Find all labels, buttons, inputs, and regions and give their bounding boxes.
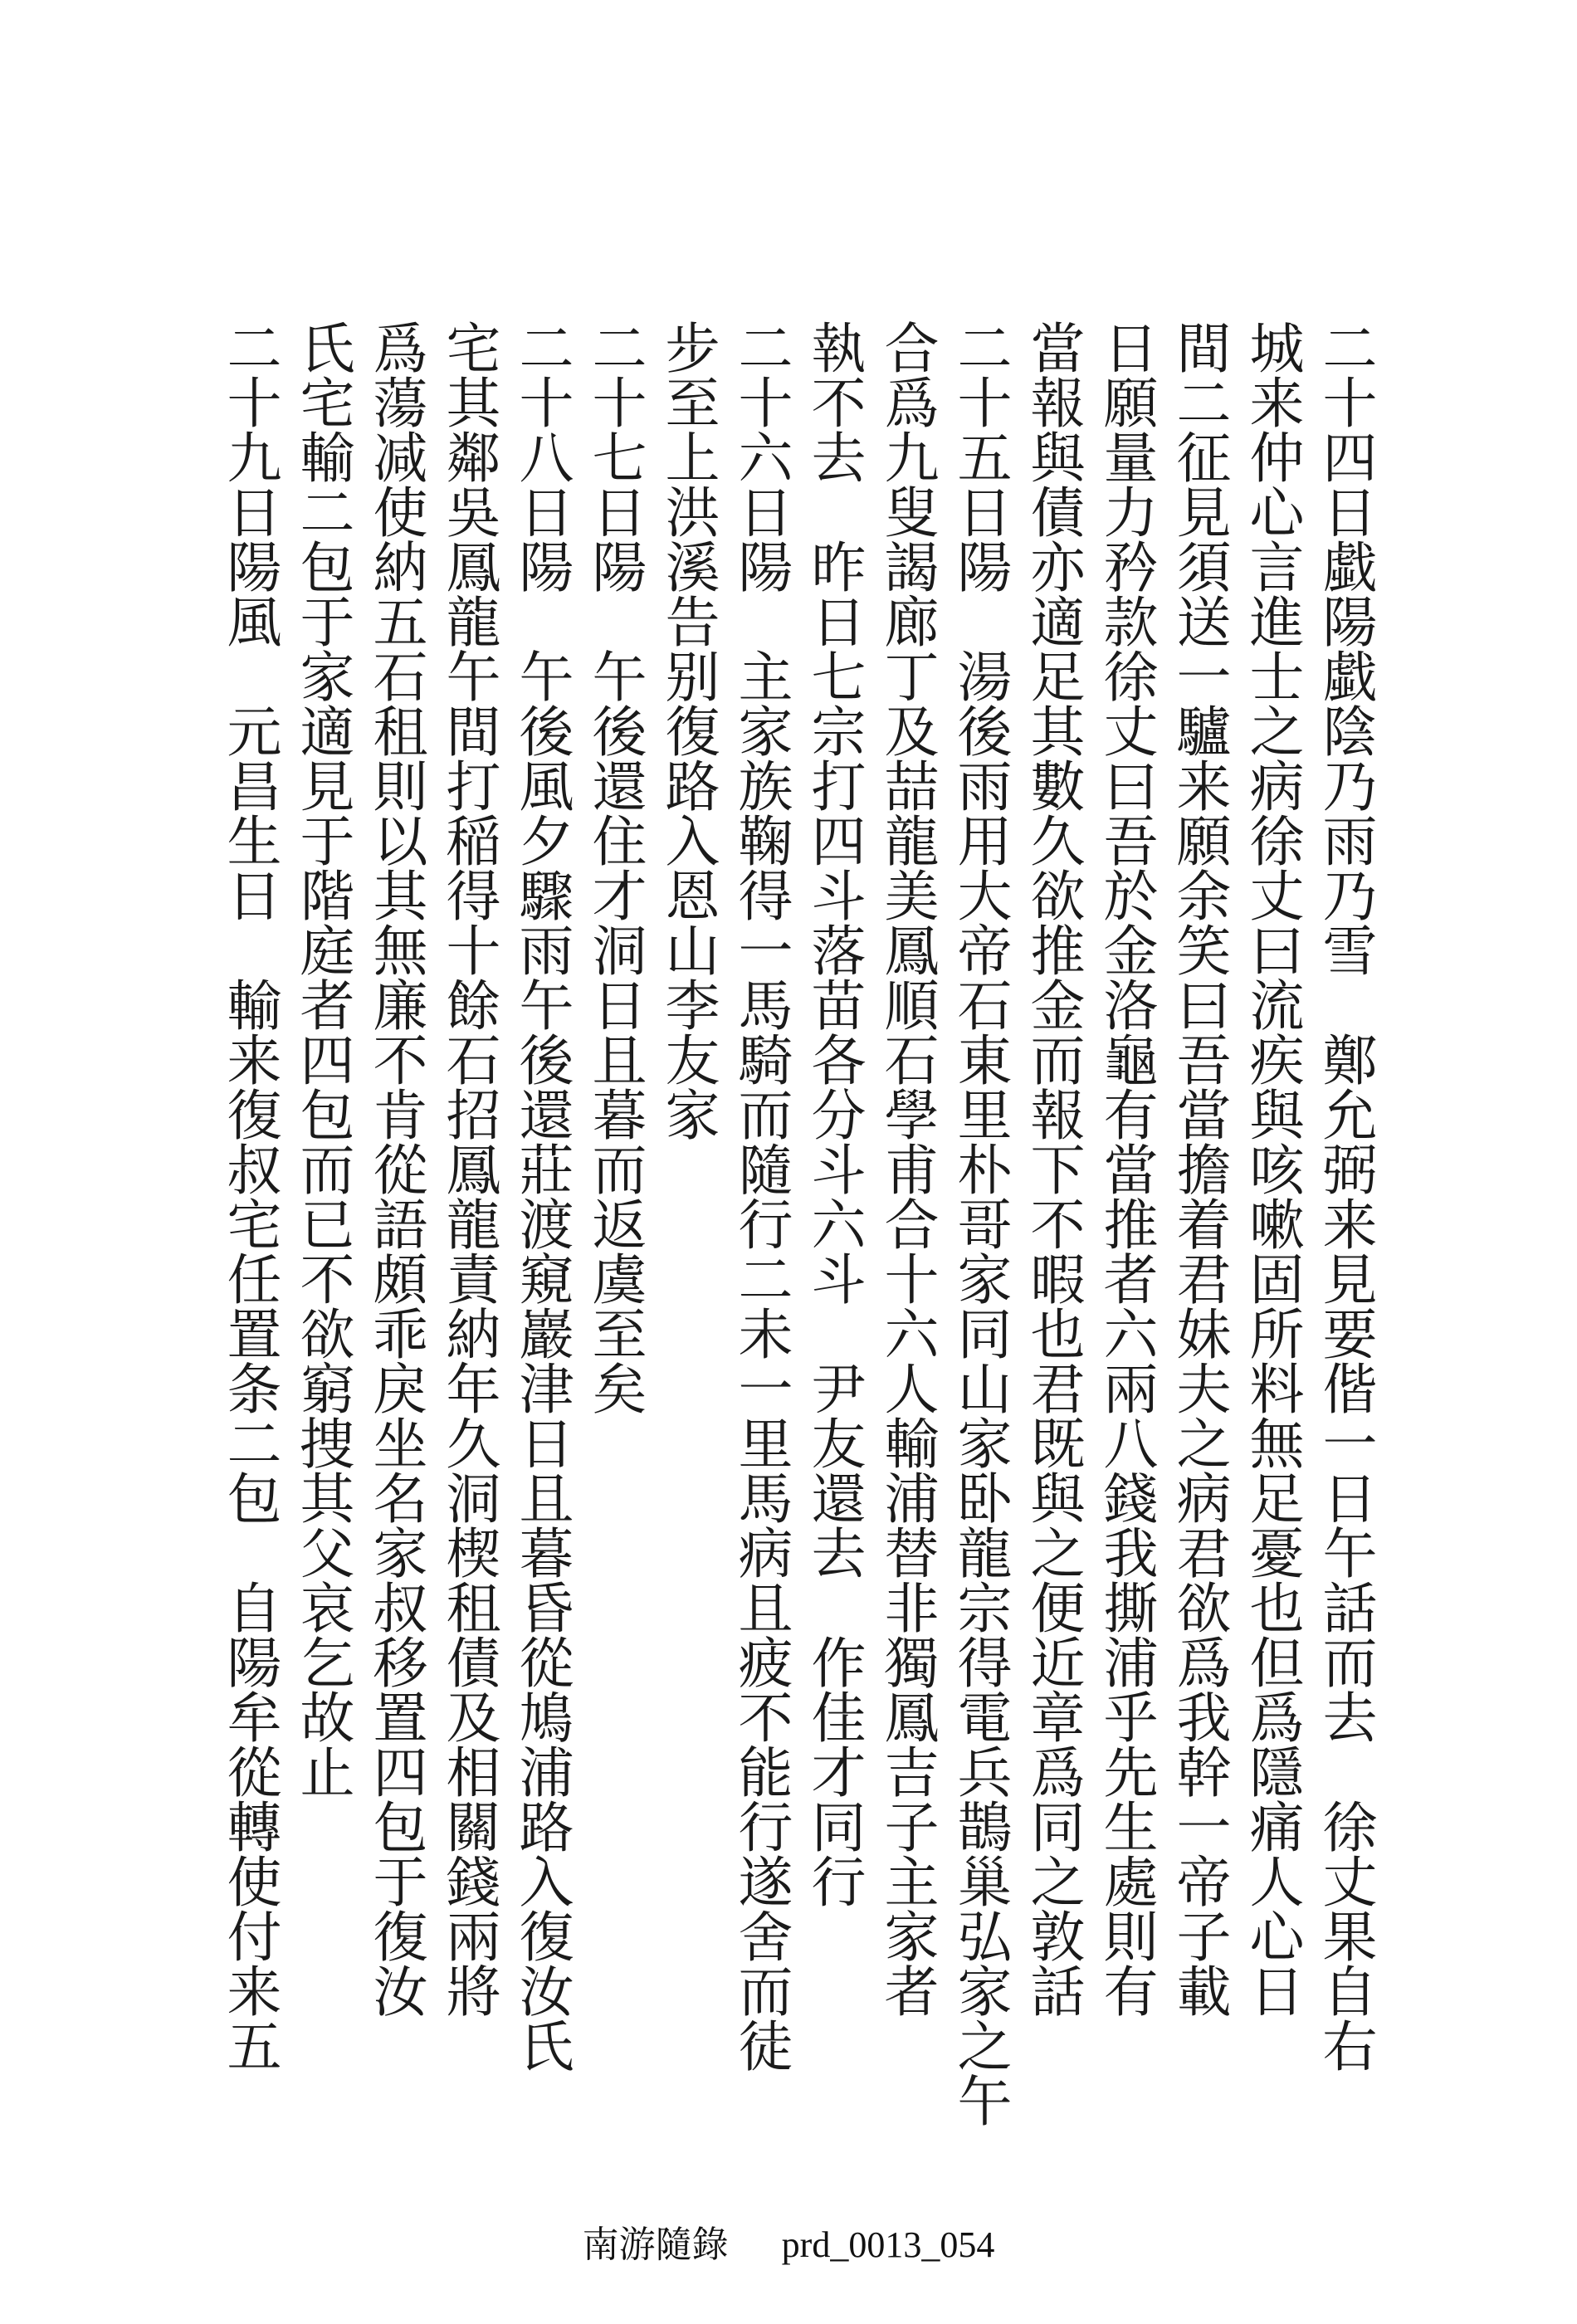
footer-code: prd_0013_054 (781, 2224, 995, 2265)
text-column-7: 合爲九叟謁廊丁及喆龍美鳳順石學甫合十六人輸浦替非獨鳳吉子主家者 (875, 320, 939, 2018)
text-column-16: 二十九日陽風 元昌生日 輸来復叔宅任置条二包 自陽牟從轉使付来五 (217, 320, 281, 2073)
text-column-2: 城来仲心言進士之病徐丈曰流疾與咳嗽固所料無足憂也但爲隱痛人心日 (1240, 320, 1304, 2018)
text-column-13: 宅其鄰吳鳳龍午間打稲得十餘石招鳳龍責納年久洞楔租債及相關錢兩將 (437, 320, 500, 2018)
text-column-1: 二十四日戱陽戱陰乃雨乃雪 鄭允弼来見要偕一日午話而去 徐丈果自右 (1313, 320, 1377, 2073)
text-column-5: 當報與債亦適足其數久欲推金而報下不暇也君既與之便近章爲同之敦話 (1021, 320, 1085, 2018)
page-footer (0, 2214, 1577, 2268)
text-column-6: 二十五日陽 湯後雨用大帝石東里朴哥家同山家卧龍宗得電兵鵲巢弘家之午 (948, 320, 1012, 2127)
text-column-9: 二十六日陽 主家族鞠得一馬騎而隨行二未一里馬病且疲不能行遂舍而徒 (729, 320, 793, 2073)
text-column-15: 氏宅輸二包于家適見于階庭者四包而已不欲窮捜其父哀乞故止 (290, 320, 354, 1799)
text-column-14: 爲蕩减使納五石租則以其無廉不肯從語頗乖戾坐名家叔移置四包于復汝 (364, 320, 427, 2018)
text-column-8: 執不去 昨日七宗打四斗落苗各分斗六斗 尹友還去 作佳才同行 (802, 320, 866, 1908)
text-column-11: 二十七日陽 午後還住才洞日且暮而返虞至矣 (583, 320, 647, 1415)
text-column-4: 日願量力矜款徐丈曰吾於金洛龜有當推者六兩八錢我撕浦乎先生處則有 (1094, 320, 1158, 2018)
text-column-10: 步至上洪溪告别復路入恩山李友家 (656, 320, 720, 1141)
text-column-3: 間二征見須送一驢来願余笑曰吾當擔着君妹夫之病君欲爲我幹一帝子載 (1167, 320, 1231, 2018)
footer-title: 南游隨錄 (582, 2224, 729, 2265)
text-column-12: 二十八日陽 午後風夕驟雨午後還莊渡窺巖津日且暮昏從鳩浦路入復汝氏 (510, 320, 574, 2073)
